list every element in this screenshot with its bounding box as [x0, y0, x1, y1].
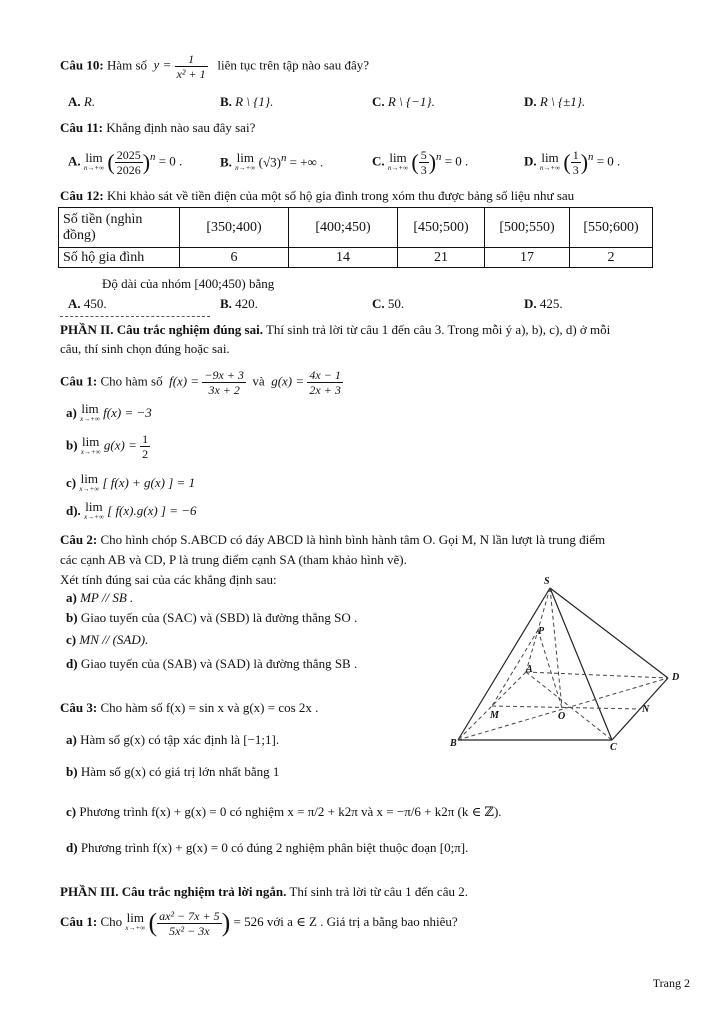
- q10-option-c[interactable]: C. R \ {−1}.: [372, 94, 435, 109]
- table-row: [59, 248, 653, 268]
- q12-option-b[interactable]: B. 420.: [220, 296, 258, 311]
- q10-option-a[interactable]: A. R.: [68, 94, 96, 109]
- q11-option-a[interactable]: A. lim n→+∞ ( $\frac{2025}{2026}$ )$^n$ = 0 .: [68, 148, 183, 177]
- p2q2-stem-line2: các cạnh AB và CD, P là trung điểm cạnh SA (tham khảo hình vẽ).: [60, 552, 407, 567]
- edge-SB: [458, 588, 550, 740]
- edge-SD: [550, 588, 668, 678]
- p2q1-item-b[interactable]: b) lim x→+∞ g(x) = $\frac{1}{2}$: [66, 432, 149, 461]
- p2q3-item-b[interactable]: b) Hàm số g(x) có giá trị lớn nhất bằng 1: [66, 764, 280, 779]
- edge-AD: [526, 672, 668, 678]
- table-cell: Số tiền (nghìn đồng): [59, 208, 180, 248]
- p2q3-item-a[interactable]: a) Hàm số g(x) có tập xác định là [−1;1].: [66, 732, 280, 747]
- q12-stem: Câu 12: Khi khảo sát về tiền điện của một số hộ gia đình trong xóm thu được bảng số liệu như sau: [60, 188, 575, 203]
- q10-function: y = $\frac{1}{\text{x² + 1}}$: [150, 52, 206, 81]
- table-row: [59, 208, 653, 248]
- p2q1-item-c[interactable]: c) lim x→+∞ [ f(x) + g(x) ] = 1: [66, 471, 196, 493]
- table-cell: [350;400): [180, 208, 289, 248]
- p2q1-stem: Câu 1: Cho hàm số f(x) = $\frac{-9x + 3}{3x + 2}$ và g(x) = $\frac{4x - 1}{2x + 3}$: [60, 368, 341, 397]
- p3q1-stem: Câu 1: Cho lim x→+∞ ( $\frac{\text{ax² − 7x + 5}}{\text{5x² − 3x}}$ ) = 526 với a ∈ Z . Giá trị a bằng bao nhiêu?: [60, 908, 458, 938]
- table-cell: 21: [398, 248, 485, 268]
- p2q2-stem-line3: Xét tính đúng sai của các khẳng định sau:: [60, 572, 277, 587]
- label-N: N: [642, 704, 650, 715]
- q10-text-b: liên tục trên tập nào sau đây?: [217, 57, 369, 73]
- diag-AC: [526, 672, 612, 740]
- q10-text: Hàm số: [106, 57, 148, 73]
- part2-instruction: câu, thí sinh chọn đúng hoặc sai.: [60, 341, 230, 356]
- label-M: M: [490, 710, 499, 721]
- q12-table: [58, 207, 653, 268]
- p2q2-item-c[interactable]: c) MN // (SAD).: [66, 632, 149, 647]
- table-cell: 17: [485, 248, 570, 268]
- q12-option-c[interactable]: C. 50.: [372, 296, 405, 311]
- table-cell: [400;450): [289, 208, 398, 248]
- p2q3-item-d[interactable]: d) Phương trình f(x) + g(x) = 0 có đúng 2 nghiệm phân biệt thuộc đoạn [0;π].: [66, 840, 469, 855]
- q11-option-b[interactable]: B. lim n→+∞ $(√3)^n$ = +∞ .: [220, 150, 324, 173]
- p2q3-item-c[interactable]: c) Phương trình f(x) + g(x) = 0 có nghiệm x = π/2 + k2π và x = −π/6 + k2π (k ∈ ℤ).: [66, 804, 502, 819]
- pyramid-figure: [440, 574, 690, 754]
- q11-stem: Câu 11: Khẳng định nào sau đây sai?: [60, 120, 256, 135]
- q12-option-d[interactable]: D. 425.: [524, 296, 563, 311]
- q10-option-b[interactable]: B. R \ {1}.: [220, 94, 274, 109]
- part3-heading: PHẦN III. Câu trắc nghiệm trả lời ngắn. Thí sinh trả lời từ câu 1 đến câu 2.: [60, 884, 468, 899]
- q10-stem: [60, 52, 369, 81]
- page-number: Trang 2: [652, 976, 690, 990]
- label-D: D: [672, 672, 680, 683]
- q11-option-c[interactable]: C. lim n→+∞ ( $\frac{5}{3}$ )$^n$ = 0 .: [372, 148, 469, 177]
- label-P: P: [538, 626, 545, 637]
- p2q2-item-a[interactable]: a) MP // SB .: [66, 590, 134, 605]
- label-A: A: [526, 664, 533, 675]
- seg-SO: [550, 588, 562, 708]
- p2q2-item-d[interactable]: d) Giao tuyến của (SAB) và (SAD) là đường thẳng SB .: [66, 656, 358, 671]
- p2q1-item-d[interactable]: d). lim x→+∞ [ f(x).g(x) ] = −6: [66, 499, 197, 521]
- p2q2-item-b[interactable]: b) Giao tuyến của (SAC) và (SBD) là đường thẳng SO .: [66, 610, 358, 625]
- table-cell: 14: [289, 248, 398, 268]
- q10-label: Câu 10:: [60, 57, 104, 73]
- divider: [60, 316, 210, 317]
- part2-heading: PHẦN II. Câu trắc nghiệm đúng sai. Thí sinh trả lời từ câu 1 đến câu 3. Trong mỗi ý a), b), c), d) ở mỗi: [60, 322, 611, 337]
- table-cell: [500;550): [485, 208, 570, 248]
- p2q1-item-a[interactable]: a) lim x→+∞ f(x) = −3: [66, 401, 152, 423]
- q12-option-a[interactable]: A. 450.: [68, 296, 107, 311]
- label-S: S: [544, 576, 550, 587]
- table-cell: [550;600): [570, 208, 653, 248]
- q11-option-d[interactable]: D. lim n→+∞ ( $\frac{1}{3}$ )$^n$ = 0 .: [524, 148, 621, 177]
- table-cell: 6: [180, 248, 289, 268]
- q12-question: Độ dài của nhóm [400;450) bằng: [102, 276, 275, 291]
- p2q3-stem: Câu 3: Cho hàm số f(x) = sin x và g(x) = cos 2x .: [60, 700, 319, 715]
- q10-option-d[interactable]: D. R \ {±1}.: [524, 94, 586, 109]
- seg-PO: [538, 630, 562, 708]
- p2q2-stem: Câu 2: Cho hình chóp S.ABCD có đáy ABCD là hình bình hành tâm O. Gọi M, N lần lượt là trung điểm: [60, 532, 606, 547]
- label-O: O: [558, 711, 566, 722]
- table-cell: [450;500): [398, 208, 485, 248]
- label-C: C: [610, 742, 617, 753]
- label-B: B: [450, 738, 457, 749]
- table-cell: 2: [570, 248, 653, 268]
- table-cell: Số hộ gia đình: [59, 248, 180, 268]
